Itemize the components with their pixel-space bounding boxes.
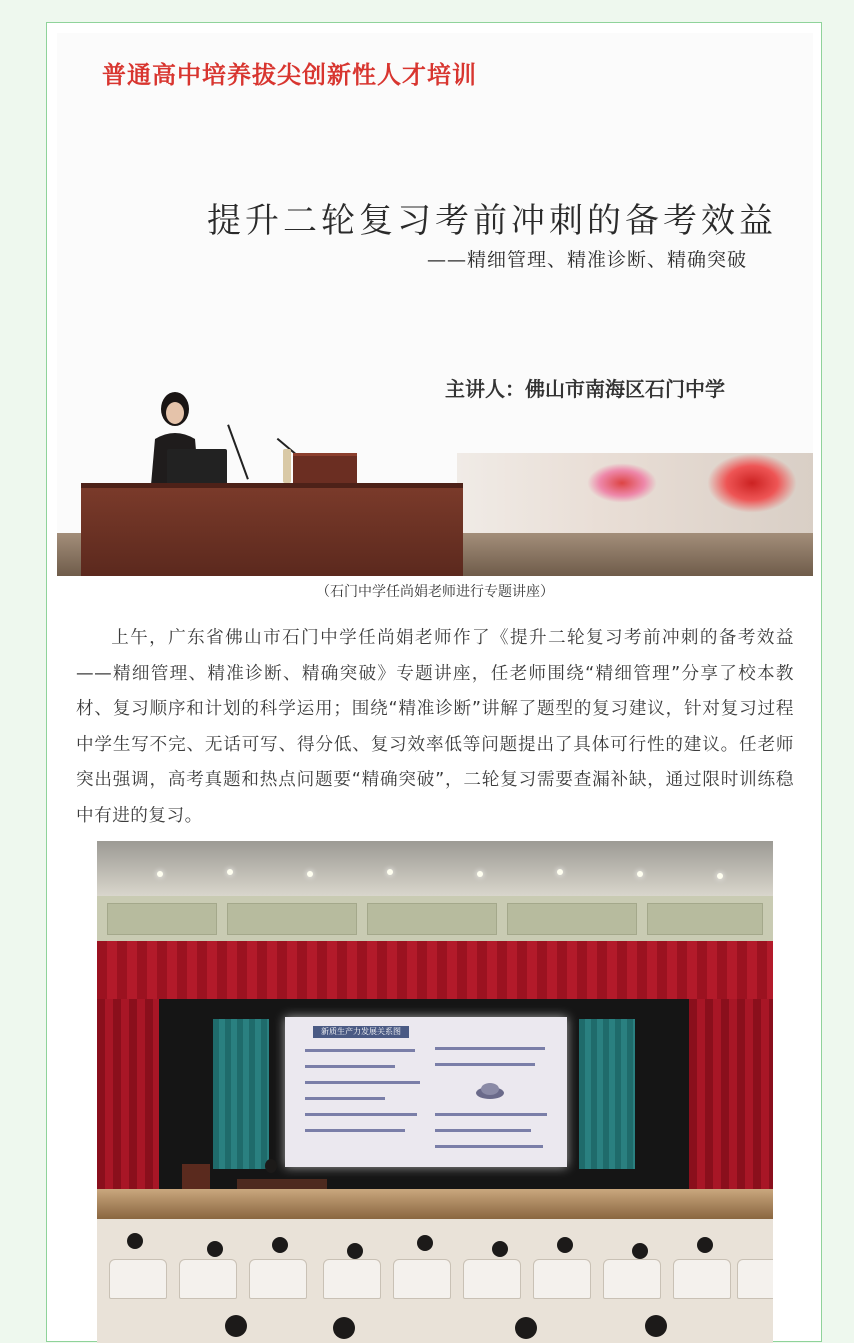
ceiling-light (227, 869, 233, 875)
screen-content-line (305, 1113, 417, 1116)
audience-seating (97, 1219, 773, 1343)
audience-head (225, 1315, 247, 1337)
article-paragraph: 上午，广东省佛山市石门中学任尚娟老师作了《提升二轮复习考前冲刺的备考效益——精细管理、精准诊断、精确突破》专题讲座，任老师围绕“精细管理”分享了校本教材、复习顺序和计划的科学运用；围绕“精准诊断”讲解了题型的复习建议，针对复习过程中学生写不完、无话可写、得分低、复习效率低等问题提出了具体可行性的建议。任老师突出强调，高考真题和热点问题要“精确突破”，二轮复习需要查漏补缺，通过限时训练稳中有进的复习。 (76, 628, 794, 826)
audience-head (632, 1243, 648, 1259)
seat (393, 1259, 451, 1299)
water-bottle (283, 449, 291, 483)
seat (533, 1259, 591, 1299)
chair (293, 453, 357, 486)
screen-content-line (435, 1145, 543, 1148)
projection-screen (285, 1017, 567, 1167)
seat (463, 1259, 521, 1299)
ceiling-light (477, 871, 483, 877)
seat (179, 1259, 237, 1299)
screen-content-line (305, 1065, 395, 1068)
lecture-photo (57, 33, 813, 576)
tree-decoration (587, 463, 657, 503)
audience-head (645, 1315, 667, 1337)
audience-head (515, 1317, 537, 1339)
teal-curtain-right (579, 1019, 635, 1169)
screen-content-line (435, 1113, 547, 1116)
wall-panel (107, 903, 217, 935)
wall-panel (227, 903, 357, 935)
ceiling-light (157, 871, 163, 877)
audience-head (697, 1237, 713, 1253)
red-curtain-left (97, 999, 159, 1189)
auditorium-photo (97, 841, 773, 1343)
screen-content-line (435, 1129, 531, 1132)
ceiling-light (307, 871, 313, 877)
stamp-graphic (475, 1079, 505, 1101)
lectern (81, 483, 463, 576)
ceiling (97, 841, 773, 896)
slide-subtitle-text: ——精细管理、精准诊断、精确突破 (427, 249, 748, 271)
screen-content-line (305, 1049, 415, 1052)
seat (737, 1259, 773, 1299)
slide-title-text: 提升二轮复习考前冲刺的备考效益 (207, 201, 777, 241)
red-valance (97, 941, 773, 999)
slide-header-text: 普通高中培养拔尖创新性人才培训 (102, 60, 477, 89)
screen-content-line (305, 1081, 420, 1084)
red-curtain-right (689, 999, 773, 1189)
seat (249, 1259, 307, 1299)
screen-content-line (305, 1129, 405, 1132)
seat (673, 1259, 731, 1299)
audience-head (127, 1233, 143, 1249)
audience-head (557, 1237, 573, 1253)
article-card (46, 22, 822, 1342)
audience-head (333, 1317, 355, 1339)
teal-curtain-left (213, 1019, 269, 1169)
audience-head (417, 1235, 433, 1251)
wall-panel (367, 903, 497, 935)
audience-head (272, 1237, 288, 1253)
slide-speaker-text: 主讲人：佛山市南海区石门中学 (445, 377, 725, 401)
seat (323, 1259, 381, 1299)
ceiling-light (717, 873, 723, 879)
ceiling-light (387, 869, 393, 875)
screen-content-line (435, 1047, 545, 1050)
screen-content-line (305, 1097, 385, 1100)
seat (109, 1259, 167, 1299)
ceiling-light (637, 871, 643, 877)
laptop (167, 449, 227, 485)
screen-title: 新质生产力发展关系图 (313, 1026, 409, 1038)
wall-panel (647, 903, 763, 935)
photo-caption: （石门中学任尚娟老师进行专题讲座） (316, 584, 554, 600)
stage-front (97, 1189, 773, 1219)
ceiling-light (557, 869, 563, 875)
seat (603, 1259, 661, 1299)
wall-panel (507, 903, 637, 935)
audience-head (207, 1241, 223, 1257)
audience-head (347, 1243, 363, 1259)
audience-head (492, 1241, 508, 1257)
microphone (227, 424, 249, 479)
tree-decoration (707, 453, 797, 513)
speaker-head (265, 1159, 277, 1173)
screen-content-line (435, 1063, 535, 1066)
